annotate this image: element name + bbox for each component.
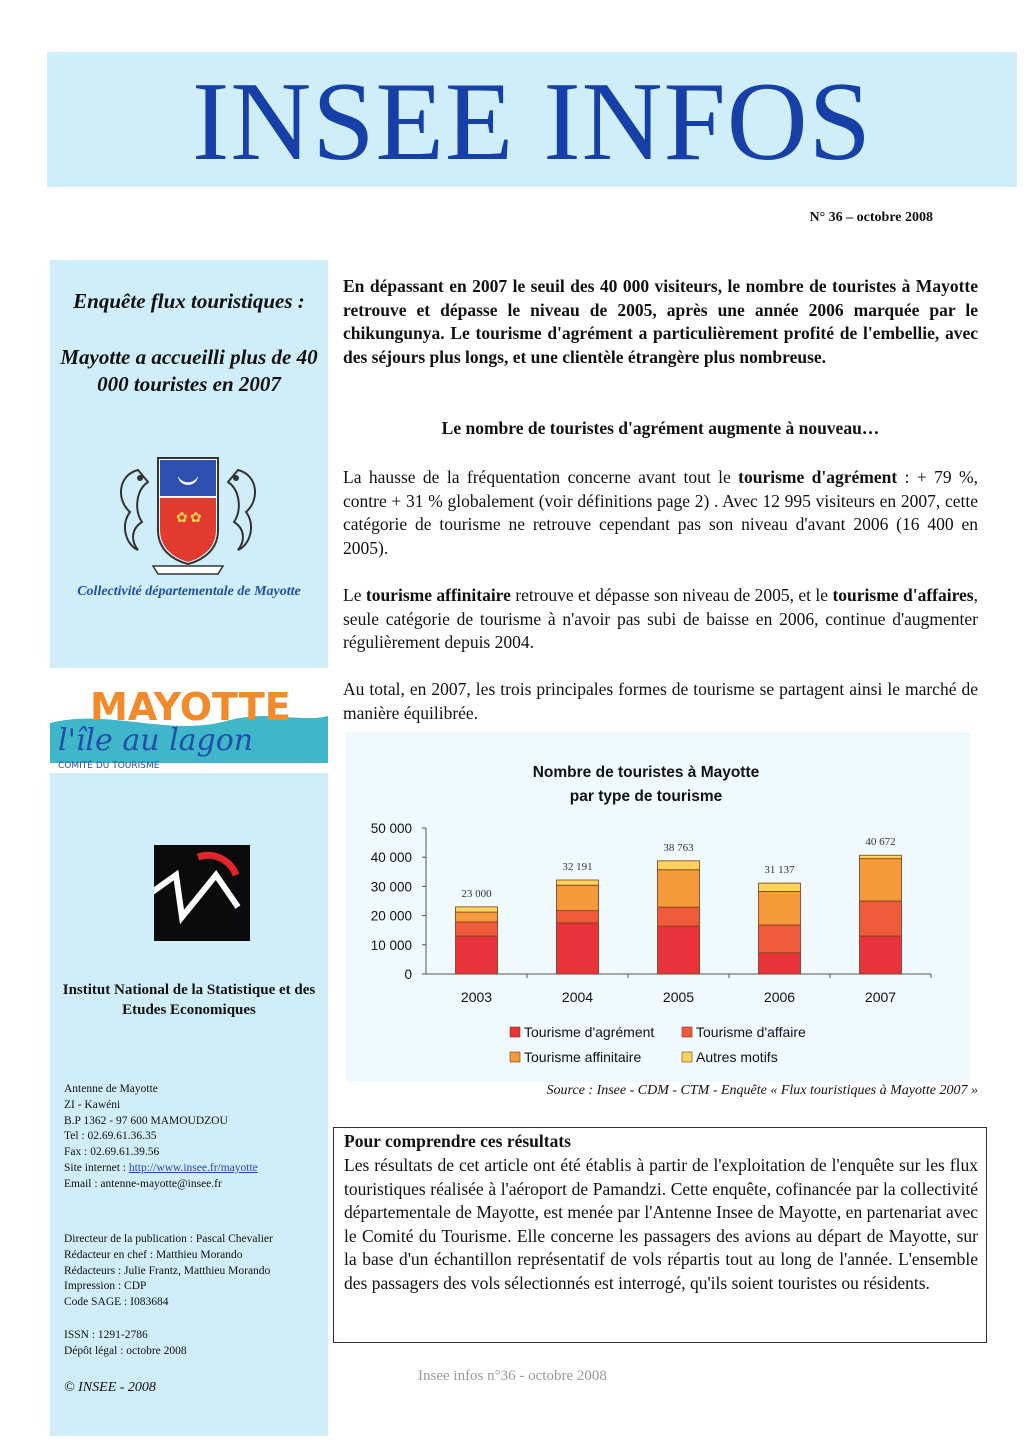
x-tick-label: 2004 (561, 989, 594, 1005)
legend-label: Tourisme d'agrément (524, 1024, 655, 1040)
website-line (64, 1161, 324, 1177)
masthead (47, 52, 1017, 187)
text-run: La hausse de la fréquentation concerne avant tout le (343, 467, 739, 487)
bar-segment (557, 923, 599, 974)
credit-line: Impression : CDP (64, 1280, 147, 1293)
svg-text:✿: ✿ (190, 510, 202, 526)
credits-block (64, 1232, 324, 1311)
email-line: Email : antenne-mayotte@insee.fr (64, 1177, 222, 1190)
sidebar (50, 260, 328, 1436)
bar-segment (759, 925, 801, 953)
crest-caption: Collectivité départementale de Mayotte (77, 584, 301, 599)
bar-segment (658, 870, 700, 907)
mayotte-logo-slogan: l'île au lagon (58, 723, 254, 758)
chart-title: Nombre de touristes à Mayotte (532, 764, 760, 781)
legal-deposit-line: Dépôt légal : octobre 2008 (64, 1344, 187, 1357)
text-run: , seule catégorie de tourisme à n'avoir pas subi de baisse en 2006, continue d'augmenter régulièrement depuis 2004. (343, 585, 978, 652)
bar-segment (658, 907, 700, 926)
bar-segment (759, 891, 801, 925)
chart-title: par type de tourisme (569, 788, 723, 805)
publication-title: INSEE INFOS (192, 60, 872, 184)
x-tick-label: 2007 (864, 989, 897, 1005)
bar-segment (860, 936, 902, 974)
total-label: 23 000 (461, 887, 492, 900)
website-label: Site internet : (64, 1161, 129, 1174)
text-run: retrouve et dépasse son niveau de 2005, et le (510, 585, 833, 605)
credit-line: Rédacteurs : Julie Frantz, Matthieu Morando (64, 1264, 271, 1277)
y-tick-label: 0 (404, 967, 412, 982)
y-tick-label: 50 000 (370, 821, 412, 836)
chart-svg (346, 732, 970, 1082)
issn-block (64, 1328, 324, 1360)
copyright: © INSEE - 2008 (64, 1380, 156, 1395)
bar-segment (860, 859, 902, 901)
sidebar-headline: Mayotte a accueilli plus de 40 000 touristes en 2007 (60, 345, 318, 396)
bar-segment (456, 912, 498, 922)
page-footer: Insee infos n°36 - octobre 2008 (418, 1368, 607, 1384)
sidebar-kicker: Enquête flux touristiques : (73, 289, 305, 313)
bar-segment (658, 926, 700, 974)
legend-swatch (682, 1027, 692, 1037)
bar-segment (557, 880, 599, 885)
legend-swatch (682, 1052, 692, 1062)
credit-line: Code SAGE : I083684 (64, 1296, 169, 1309)
insee-logo (154, 845, 250, 941)
chart-source: Source : Insee - CDM - CTM - Enquête « Flux touristiques à Mayotte 2007 » (546, 1083, 978, 1098)
fax-line: Fax : 02.69.61.39.56 (64, 1146, 160, 1159)
bar-segment (557, 885, 599, 910)
method-box-text: Les résultats de cet article ont été établis à partir de l'exploitation de l'enquête sur les flux touristiques réalisée à l'aéroport de Pamandzi. Cette enquête, cofinancée par la collectivité départementale de Mayotte, est menée par l'Antenne Insee de Mayotte, en partenariat avec le Comité du Tourisme. Elle concerne les passagers des avions au départ de Mayotte, sur la base d'un échantillon représentatif de vols répartis tout au long de l'année. L'ensemble des passagers des vols sélectionnés est interrogé, qu'ils soient touristes ou résidents. (344, 1155, 978, 1293)
method-box-title: Pour comprendre ces résultats (344, 1131, 571, 1151)
x-tick-label: 2005 (662, 989, 695, 1005)
legend-swatch (510, 1052, 520, 1062)
text-run: Le (343, 585, 366, 605)
total-label: 40 672 (865, 836, 896, 849)
bar-segment (557, 911, 599, 923)
chart (346, 732, 970, 1082)
mayotte-logo-subline: COMITÉ DU TOURISME (58, 761, 160, 771)
emphasis: tourisme d'agrément (738, 467, 898, 487)
bar-segment (759, 953, 801, 974)
mayotte-tourism-logo (50, 668, 328, 773)
address-line: Antenne de Mayotte (64, 1083, 158, 1095)
legend-label: Autres motifs (696, 1049, 778, 1065)
bar-segment (456, 907, 498, 912)
y-tick-label: 30 000 (370, 879, 412, 895)
paragraph-agrement (343, 466, 978, 560)
bar-segment (759, 883, 801, 891)
x-tick-label: 2006 (763, 989, 796, 1005)
emphasis: tourisme affinitaire (365, 585, 511, 605)
y-tick-label: 40 000 (370, 850, 412, 866)
bar-segment (860, 855, 902, 858)
phone-line: Tel : 02.69.61.36.35 (64, 1130, 157, 1143)
legend-label: Tourisme affinitaire (524, 1049, 642, 1065)
crest-logo (108, 450, 268, 580)
section-subhead: Le nombre de touristes d'agrément augmente à nouveau… (441, 418, 880, 438)
issue-number: N° 36 – octobre 2008 (809, 210, 933, 225)
credit-line: Rédacteur en chef : Matthieu Morando (64, 1248, 243, 1261)
legend-label: Tourisme d'affaire (696, 1024, 806, 1040)
lead-paragraph: En dépassant en 2007 le seuil des 40 000 visiteurs, le nombre de touristes à Mayotte retrouve et dépasse le niveau de 2005, après une année 2006 marquée par le chikungunya. Le tourisme d'agrément a particulièrement profité de l'embellie, avec des séjours plus longs, et une clientèle étrangère plus nombreuse. (343, 276, 978, 367)
legend-swatch (510, 1027, 520, 1037)
y-tick-label: 20 000 (370, 908, 412, 924)
seahorse-left-icon (121, 470, 148, 550)
svg-text:✿: ✿ (176, 510, 188, 526)
bar-segment (456, 922, 498, 936)
shield-icon (158, 458, 218, 564)
total-label: 38 763 (663, 841, 694, 854)
credit-line: Directeur de la publication : Pascal Chevalier (64, 1233, 273, 1245)
total-label: 32 191 (562, 861, 593, 874)
bar-segment (860, 901, 902, 936)
emphasis: tourisme d'affaires (832, 585, 974, 605)
bar-segment (456, 936, 498, 974)
x-tick-label: 2003 (460, 989, 493, 1005)
paragraph-affinitaire (343, 584, 978, 655)
bar-segment (658, 861, 700, 870)
total-label: 31 137 (764, 864, 795, 877)
institute-name: Institut National de la Statistique et des Etudes Economiques (62, 982, 316, 1018)
text-run: : + 79 %, contre + 31 % globalement (voir définitions page 2) . Avec 12 995 visiteurs en 2007, cette catégorie de tourisme ne retrouve cependant pas son niveau d'avant 2006 (16 400 en 2005). (343, 467, 979, 558)
address-line: B.P 1362 - 97 600 MAMOUDZOU (64, 1114, 228, 1127)
method-box (333, 1127, 987, 1343)
website-link[interactable]: http://www.insee.fr/mayotte (128, 1161, 258, 1174)
paragraph-total: Au total, en 2007, les trois principales formes de tourisme se partagent ainsi le marché de manière équilibrée. (343, 679, 978, 723)
seahorse-right-icon (228, 470, 255, 550)
y-tick-label: 10 000 (370, 937, 412, 953)
contact-block (64, 1082, 324, 1193)
issn-line: ISSN : 1291-2786 (64, 1329, 148, 1341)
mayotte-logo-word: MAYOTTE (90, 685, 291, 729)
address-line: ZI - Kawéni (64, 1098, 121, 1111)
